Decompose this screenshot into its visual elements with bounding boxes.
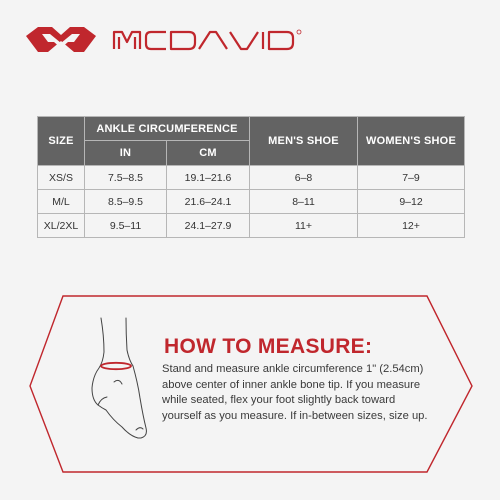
cell-mens-shoe: 11+ xyxy=(250,214,358,238)
mcdavid-logo xyxy=(24,22,324,58)
table-row xyxy=(38,214,465,238)
mcdavid-m-logo-icon xyxy=(24,22,324,58)
cell-size: M/L xyxy=(38,190,85,214)
cell-mens-shoe: 6–8 xyxy=(250,166,358,190)
measuring-band-icon xyxy=(101,363,131,369)
how-to-measure-title: HOW TO MEASURE: xyxy=(164,335,373,358)
cell-cm: 24.1–27.9 xyxy=(167,214,250,238)
size-chart-table xyxy=(37,116,465,238)
cell-cm: 19.1–21.6 xyxy=(167,166,250,190)
cell-in: 7.5–8.5 xyxy=(85,166,167,190)
cell-cm: 21.6–24.1 xyxy=(167,190,250,214)
cell-mens-shoe: 8–11 xyxy=(250,190,358,214)
cell-womens-shoe: 7–9 xyxy=(358,166,465,190)
table-row xyxy=(38,190,465,214)
cell-in: 9.5–11 xyxy=(85,214,167,238)
header-mens-shoe: MEN'S SHOE xyxy=(250,117,358,166)
cell-size: XL/2XL xyxy=(38,214,85,238)
header-womens-shoe: WOMEN'S SHOE xyxy=(358,117,465,166)
cell-in: 8.5–9.5 xyxy=(85,190,167,214)
cell-womens-shoe: 12+ xyxy=(358,214,465,238)
header-cm: CM xyxy=(167,141,250,166)
header-size: SIZE xyxy=(38,117,85,166)
foot-ankle-measure-icon xyxy=(92,318,146,438)
cell-womens-shoe: 9–12 xyxy=(358,190,465,214)
header-ankle-circumference: ANKLE CIRCUMFERENCE xyxy=(85,117,250,141)
how-to-measure-instructions: Stand and measure ankle circumference 1" (2.54cm) above center of inner ankle bone tip. If you measure while seated, flex your foot slightly back toward yourself as you measure. If in-between sizes, size up. xyxy=(162,363,428,422)
cell-size: XS/S xyxy=(38,166,85,190)
header-in: IN xyxy=(85,141,167,166)
table-row xyxy=(38,166,465,190)
